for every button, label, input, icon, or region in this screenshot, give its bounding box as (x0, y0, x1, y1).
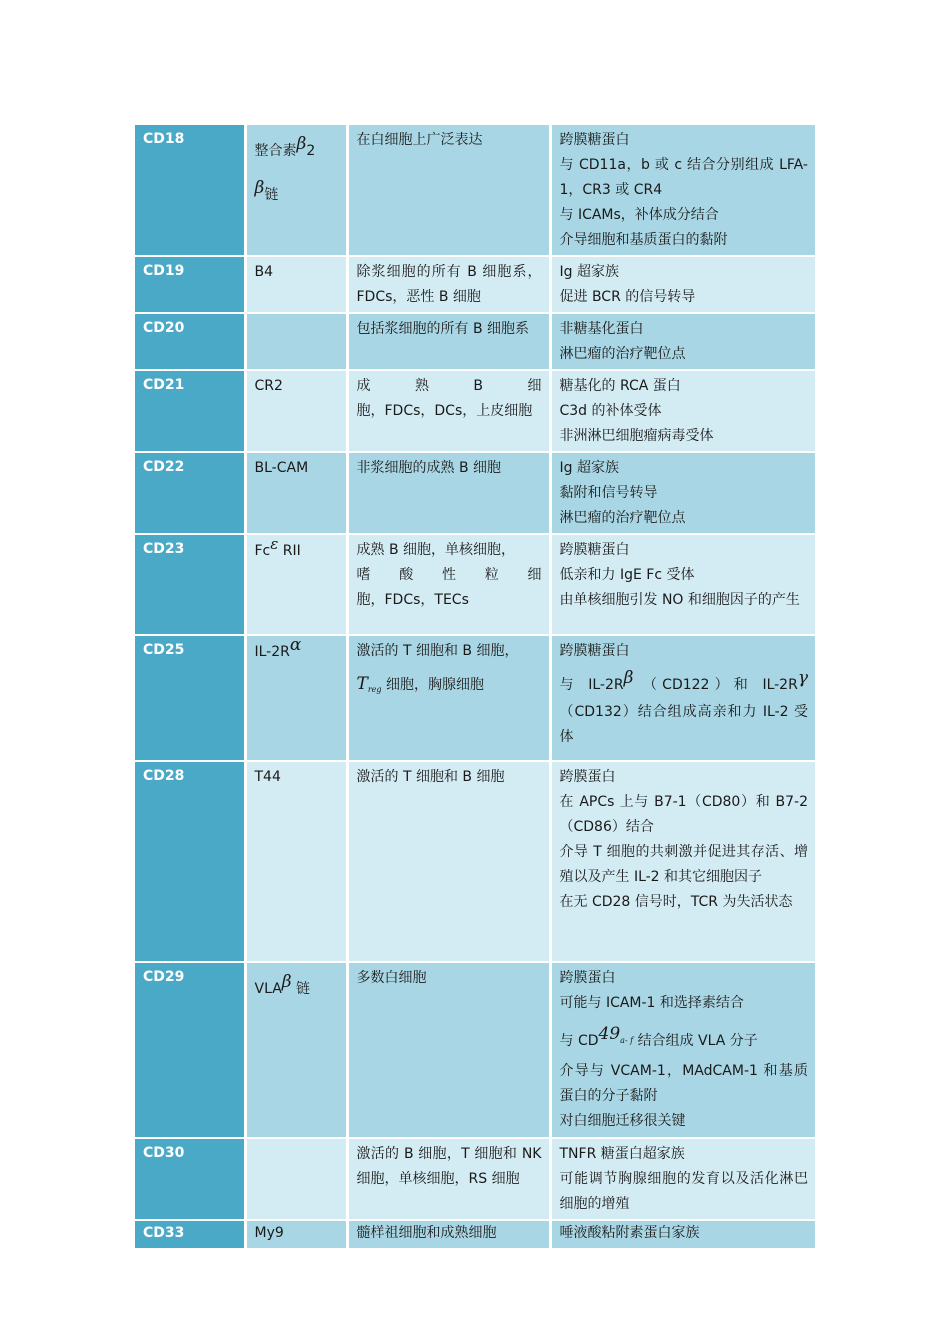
table-row (135, 1220, 815, 1249)
name-text: 链 (264, 187, 279, 203)
name-suffix: 链 (291, 981, 311, 997)
function-line: 与 CD11a，b 或 c 结合分别组成 LFA-1，CR3 或 CR4 (559, 157, 808, 198)
name-text: IL-2R (254, 644, 290, 660)
table-row (135, 452, 815, 534)
cd-distribution: 多数白细胞 (347, 962, 550, 1138)
function-line: 跨膜糖蛋白 (559, 643, 630, 659)
function-line: 对白细胞迁移很关键 (559, 1113, 686, 1129)
cd-name: My9 (245, 1220, 347, 1249)
cd-marker-table (135, 125, 815, 1250)
function-line: 唾液酸粘附素蛋白家族 (559, 1225, 700, 1241)
cd-distribution: 在白细胞上广泛表达 (347, 125, 550, 256)
cd-distribution: 除浆细胞的所有 B 细胞系，FDCs，恶性 B 细胞 (347, 256, 550, 313)
cd-id: CD28 (135, 761, 245, 962)
greek-symbol: β (281, 972, 292, 992)
cd-name (245, 1138, 347, 1220)
table-row (135, 635, 815, 761)
cd-function (550, 761, 815, 962)
distribution-line: 成 熟 B 细 (356, 378, 542, 394)
cd49-subscript: a- f (620, 1036, 634, 1045)
function-line: Ig 超家族 (559, 460, 619, 476)
greek-symbol: β (296, 134, 307, 154)
greek-symbol: β (254, 178, 265, 198)
function-line: 由单核细胞引发 NO 和细胞因子的产生 (559, 592, 800, 608)
name-text: Fc (254, 543, 271, 559)
cd-distribution: 髓样祖细胞和成熟细胞 (347, 1220, 550, 1249)
function-line: Ig 超家族 (559, 264, 619, 280)
function-line: 可能与 ICAM-1 和选择素结合 (559, 995, 744, 1011)
greek-symbol: ε (270, 535, 279, 553)
cd-distribution: 非浆细胞的成熟 B 细胞 (347, 452, 550, 534)
function-line: 跨膜蛋白 (559, 769, 616, 785)
function-line: 在 APCs 上与 B7-1（CD80）和 B7-2（CD86）结合 (559, 794, 808, 835)
name-suffix: 2 (306, 143, 316, 159)
cd-id: CD22 (135, 452, 245, 534)
cd-function (550, 635, 815, 761)
function-text: 与 CD (559, 1033, 599, 1049)
table-row (135, 256, 815, 313)
cd-distribution (347, 534, 550, 635)
cd-name (245, 962, 347, 1138)
cd49-number: 49 (598, 1024, 621, 1044)
table-row (135, 534, 815, 635)
function-line: 淋巴瘤的治疗靶位点 (559, 510, 686, 526)
greek-symbol: α (289, 635, 302, 655)
greek-symbol: β (623, 668, 634, 688)
distribution-line: 激活的 T 细胞和 B 细胞， (356, 643, 519, 659)
cd-distribution (347, 635, 550, 761)
cd-name (245, 313, 347, 370)
cd-distribution: 包括浆细胞的所有 B 细胞系 (347, 313, 550, 370)
function-text: 与 IL-2R (559, 677, 624, 693)
table-row (135, 370, 815, 452)
cd-function (550, 452, 815, 534)
cd-distribution: 激活的 T 细胞和 B 细胞 (347, 761, 550, 962)
function-line: 在无 CD28 信号时，TCR 为失活状态 (559, 894, 793, 910)
name-suffix: RII (278, 543, 301, 559)
cd-distribution (347, 370, 550, 452)
cd-name: B4 (245, 256, 347, 313)
function-text: （CD122）和 IL-2R (643, 677, 798, 693)
function-line: 促进 BCR 的信号转导 (559, 289, 696, 305)
function-line: 低亲和力 IgE Fc 受体 (559, 567, 695, 583)
greek-symbol: γ (797, 668, 808, 688)
function-line: 跨膜糖蛋白 (559, 542, 630, 558)
cd-id: CD21 (135, 370, 245, 452)
cd-function (550, 534, 815, 635)
cd-name: T44 (245, 761, 347, 962)
cd-function (550, 1138, 815, 1220)
cd-name (245, 125, 347, 256)
function-line: 非糖基化蛋白 (559, 321, 644, 337)
function-line: 非洲淋巴细胞瘤病毒受体 (559, 428, 714, 444)
cd-function (550, 1220, 815, 1249)
function-line: 介导 T 细胞的共刺激并促进其存活、增殖以及产生 IL-2 和其它细胞因子 (559, 844, 808, 885)
cd-id: CD30 (135, 1138, 245, 1220)
function-text: 结合组成 VLA 分子 (633, 1033, 758, 1049)
distribution-line: 细胞，胸腺细胞 (385, 677, 484, 693)
distribution-line: 嗜 酸 性 粒 细 (356, 567, 542, 583)
name-text: VLA (254, 981, 282, 997)
cd-name: BL-CAM (245, 452, 347, 534)
table-row (135, 1138, 815, 1220)
cd-distribution: 激活的 B 细胞，T 细胞和 NK 细胞，单核细胞，RS 细胞 (347, 1138, 550, 1220)
function-line: 跨膜糖蛋白 (559, 132, 630, 148)
function-line: 介导与 VCAM-1，MAdCAM-1 和基质蛋白的分子黏附 (559, 1063, 808, 1104)
cd-function (550, 313, 815, 370)
function-line: 糖基化的 RCA 蛋白 (559, 378, 681, 394)
cd-function (550, 370, 815, 452)
distribution-line: 成熟 B 细胞，单核细胞， (356, 542, 516, 558)
function-line: TNFR 糖蛋白超家族 (559, 1146, 685, 1162)
table-row (135, 962, 815, 1138)
cd-name: CR2 (245, 370, 347, 452)
cd-id: CD19 (135, 256, 245, 313)
cd-id: CD18 (135, 125, 245, 256)
distribution-line: 胞，FDCs，DCs，上皮细胞 (356, 403, 533, 419)
function-line: 介导细胞和基质蛋白的黏附 (559, 232, 728, 248)
cd-name (245, 635, 347, 761)
function-line: 可能调节胸腺细胞的发育以及活化淋巴细胞的增殖 (559, 1171, 808, 1212)
function-line: 与 ICAMs，补体成分结合 (559, 207, 719, 223)
cd-name (245, 534, 347, 635)
cd-function (550, 256, 815, 313)
function-line: C3d 的补体受体 (559, 403, 662, 419)
function-line: 黏附和信号转导 (559, 485, 658, 501)
cd-function (550, 962, 815, 1138)
name-text: 整合素 (254, 143, 297, 159)
table-row (135, 125, 815, 256)
table-row (135, 761, 815, 962)
cd-function (550, 125, 815, 256)
distribution-line: 胞，FDCs，TECs (356, 592, 469, 608)
function-line: （CD132）结合组成高亲和力 IL-2 受体 (559, 704, 808, 745)
function-line: 跨膜蛋白 (559, 970, 616, 986)
cd-id: CD20 (135, 313, 245, 370)
cd-id: CD33 (135, 1220, 245, 1249)
treg-subscript: reg (367, 685, 382, 694)
cd-id: CD23 (135, 534, 245, 635)
cd-id: CD25 (135, 635, 245, 761)
treg-symbol: T (356, 674, 368, 694)
table-row (135, 313, 815, 370)
cd-id: CD29 (135, 962, 245, 1138)
function-line: 淋巴瘤的治疗靶位点 (559, 346, 686, 362)
